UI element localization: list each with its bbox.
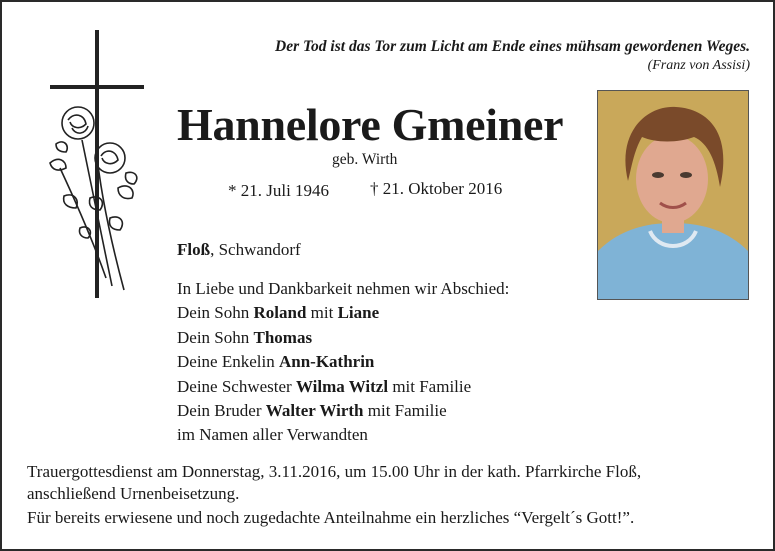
mourner-line: Dein Sohn Roland mit Liane xyxy=(177,303,380,323)
deceased-name: Hannelore Gmeiner xyxy=(177,99,564,150)
birth-symbol: * xyxy=(228,181,237,200)
cross-with-roses-icon xyxy=(40,28,150,303)
mourner-line: Dein Sohn Thomas xyxy=(177,327,313,347)
location-region: , Schwandorf xyxy=(210,240,301,259)
service-line-1: Trauergottesdienst am Donnerstag, 3.11.2016, um 15.00 Uhr in der kath. Pfarrkirche Floß, xyxy=(27,462,642,481)
birth-date-line xyxy=(228,181,329,201)
mourners-list xyxy=(177,277,509,448)
mourner-line: Deine Schwester Wilma Witzl mit Familie xyxy=(177,376,472,396)
mourner-line: Deine Enkelin Ann-Kathrin xyxy=(177,352,375,372)
death-date-line xyxy=(370,179,502,199)
mourners-intro: In Liebe und Dankbarkeit nehmen wir Abschied: xyxy=(177,279,510,298)
mourner-name: Wilma Witzl xyxy=(295,376,389,396)
quote-author: (Franz von Assisi) xyxy=(647,58,750,73)
mourner-name: Liane xyxy=(337,303,380,323)
portrait-photo xyxy=(597,90,749,300)
quote-text: Der Tod ist das Tor zum Licht am Ende eines mühsam gewordenen Weges. xyxy=(275,38,750,55)
death-date: 21. Oktober 2016 xyxy=(382,179,503,198)
mourner-name: Walter Wirth xyxy=(265,401,364,421)
thanks-text: Für bereits erwiesene und noch zugedachte Anteilnahme ein herzliches “Vergelt´s Gott!”. xyxy=(27,508,635,527)
birth-date: 21. Juli 1946 xyxy=(240,181,330,200)
location xyxy=(177,240,301,260)
portrait-image xyxy=(598,91,748,299)
death-symbol: † xyxy=(370,179,379,198)
mourner-name: Thomas xyxy=(253,327,313,347)
service-line-2: anschließend Urnenbeisetzung. xyxy=(27,484,240,503)
service-info xyxy=(27,461,641,505)
mourner-line: Dein Bruder Walter Wirth mit Familie xyxy=(177,401,447,421)
mourner-name: Roland xyxy=(253,303,307,323)
mourner-name: Ann-Kathrin xyxy=(278,352,375,372)
location-town: Floß xyxy=(177,240,211,259)
maiden-name: geb. Wirth xyxy=(332,151,398,168)
mourners-closing: im Namen aller Verwandten xyxy=(177,425,368,445)
